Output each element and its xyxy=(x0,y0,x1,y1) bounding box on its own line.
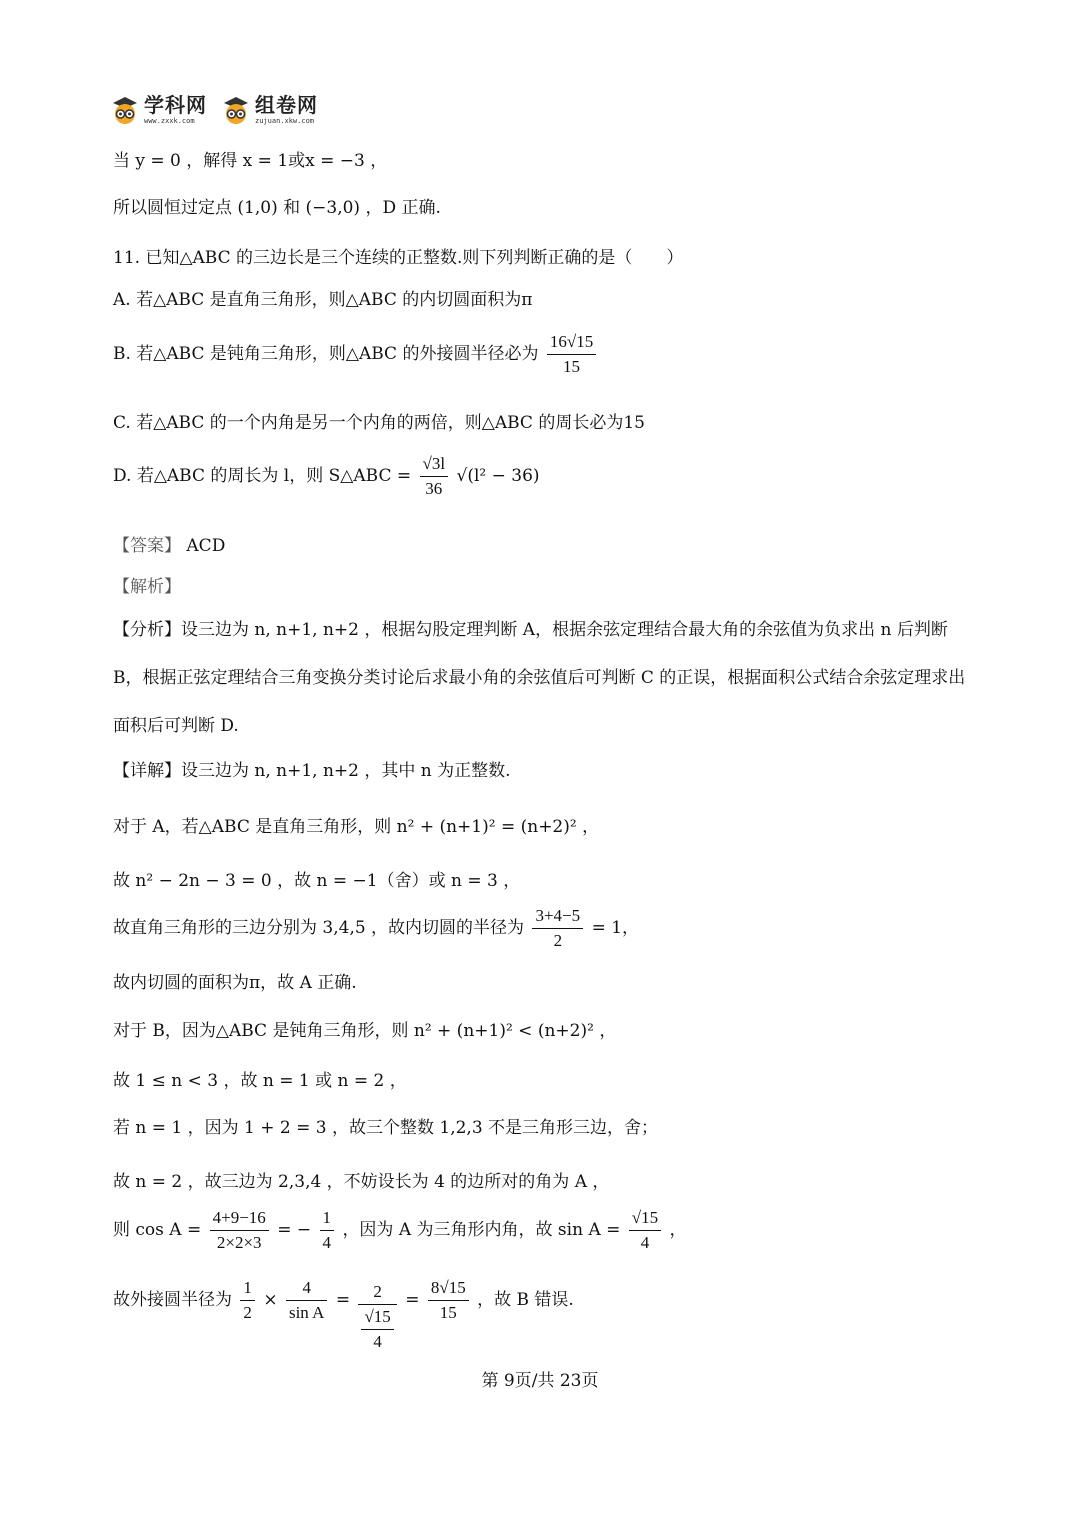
numerator: √15 xyxy=(361,1307,393,1330)
option-b xyxy=(113,332,599,377)
denominator xyxy=(358,1305,396,1352)
line-y0: 当 y = 0 ，解得 x = 1或x = −3 ， xyxy=(113,151,388,171)
option-d-text: D. 若△ABC 的周长为 l，则 S△ABC = xyxy=(113,466,412,486)
analysis-label: 【解析】 xyxy=(113,577,181,597)
logo-xuekewang xyxy=(110,95,207,125)
numerator: 1 xyxy=(320,1208,335,1231)
line-end: ，故 B 错误. xyxy=(477,1290,574,1310)
numerator: 8√15 xyxy=(428,1278,469,1301)
line-end: ， xyxy=(669,1220,687,1240)
denominator: 2 xyxy=(553,931,563,950)
numerator: 3+4−5 xyxy=(532,906,583,929)
part-a-line1: 对于 A，若△ABC 是直角三角形，则 n² + (n+1)² = (n+2)² ， xyxy=(113,817,600,837)
times-sign: × xyxy=(263,1290,278,1310)
part-a-line2: 故 n² − 2n − 3 = 0 ，故 n = −1（舍）或 n = 3 ， xyxy=(113,871,521,891)
option-b-fraction xyxy=(547,332,596,377)
denominator: 4 xyxy=(640,1233,650,1252)
numerator: 4+9−16 xyxy=(210,1208,269,1231)
part-b-line4: 故 n = 2 ，故三边为 2,3,4 ，不妨设长为 4 的边所对的角为 A ， xyxy=(113,1172,610,1192)
part-b-line5 xyxy=(113,1208,687,1253)
numerator: 4 xyxy=(286,1278,327,1301)
cos-prefix: 则 cos A = xyxy=(113,1220,202,1240)
denominator: 2×2×3 xyxy=(216,1233,262,1252)
answer-line xyxy=(113,531,225,556)
inner-fraction xyxy=(361,1307,393,1352)
part-b-line2: 故 1 ≤ n < 3 ，故 n = 1 或 n = 2 ， xyxy=(113,1071,407,1091)
answer-value: ACD xyxy=(186,536,226,556)
denominator: 2 xyxy=(243,1303,252,1322)
option-d-tail: √(l² − 36) xyxy=(456,466,540,486)
denominator: 4 xyxy=(322,1233,332,1252)
nested-fraction xyxy=(358,1282,396,1352)
part-b-line6 xyxy=(113,1278,574,1352)
option-c: C. 若△ABC 的一个内角是另一个内角的两倍，则△ABC 的周长必为15 xyxy=(113,413,645,433)
part-b-line1: 对于 B，因为△ABC 是钝角三角形，则 n² + (n+1)² < (n+2)² ， xyxy=(113,1021,617,1041)
logo-name: 组卷网 xyxy=(255,93,318,117)
cos-value-fraction xyxy=(320,1208,335,1253)
equals-sign: = xyxy=(405,1290,420,1310)
part-a-line4: 故内切圆的面积为π，故 A 正确. xyxy=(113,973,357,993)
denominator: 15 xyxy=(563,357,581,376)
half-fraction xyxy=(240,1278,255,1323)
part-a-line3-tail: = 1， xyxy=(591,918,640,938)
page-number: 第 9页/共 23页 xyxy=(481,1371,599,1391)
owl-icon xyxy=(110,95,140,125)
option-d-fraction xyxy=(420,454,449,499)
option-a: A. 若△ABC 是直角三角形，则△ABC 的内切圆面积为π xyxy=(113,290,533,310)
part-a-line3 xyxy=(113,906,639,951)
answer-label: 【答案】 xyxy=(113,536,181,556)
result-fraction xyxy=(428,1278,469,1323)
cos-equals: = − xyxy=(277,1220,312,1240)
denominator: 4 xyxy=(373,1331,382,1351)
four-over-sin-fraction xyxy=(286,1278,327,1323)
logo-zujuanwang xyxy=(221,95,318,125)
option-d xyxy=(113,454,540,499)
cos-fraction xyxy=(210,1208,269,1253)
denominator: 15 xyxy=(439,1303,457,1322)
header-logos xyxy=(110,95,318,125)
option-b-text: B. 若△ABC 是钝角三角形，则△ABC 的外接圆半径必为 xyxy=(113,344,539,364)
sin-fraction xyxy=(629,1208,661,1253)
owl-icon xyxy=(221,95,251,125)
numerator: 1 xyxy=(240,1278,255,1301)
sin-text: ，因为 A 为三角形内角，故 sin A = xyxy=(342,1220,621,1240)
analysis-paragraph: 【分析】设三边为 n, n+1, n+2 ，根据勾股定理判断 A，根据余弦定理结合最大角的余弦值为负求出 n 后判断 B，根据正弦定理结合三角变换分类讨论后求最小角的余弦值后可判断 C 的正误，根据面积公式结合余弦定理求出面积后可判断 D. xyxy=(113,620,966,736)
radius-prefix: 故外接圆半径为 xyxy=(113,1290,232,1310)
part-a-line3-text: 故直角三角形的三边分别为 3,4,5 ，故内切圆的半径为 xyxy=(113,918,525,938)
denominator: 36 xyxy=(425,479,443,498)
denominator: sin A xyxy=(288,1303,325,1322)
logo-url: www.zxxk.com xyxy=(144,117,195,125)
numerator: 2 xyxy=(358,1282,396,1305)
detail-intro: 【详解】设三边为 n, n+1, n+2 ，其中 n 为正整数. xyxy=(113,761,511,781)
numerator: 16√15 xyxy=(547,332,596,355)
radius-fraction xyxy=(532,906,583,951)
numerator: √3l xyxy=(420,454,449,477)
equals-sign: = xyxy=(335,1290,351,1310)
logo-url: zujuan.xkw.com xyxy=(255,117,315,125)
line-fixed-points: 所以圆恒过定点 (1,0) 和 (−3,0) ，D 正确. xyxy=(113,198,441,218)
numerator: √15 xyxy=(629,1208,661,1231)
question-11: 11. 已知△ABC 的三边长是三个连续的正整数.则下列判断正确的是（ ） xyxy=(113,248,684,268)
part-b-line3: 若 n = 1 ，因为 1 + 2 = 3 ，故三个整数 1,2,3 不是三角形三边，舍； xyxy=(113,1118,659,1138)
logo-name: 学科网 xyxy=(144,93,207,117)
